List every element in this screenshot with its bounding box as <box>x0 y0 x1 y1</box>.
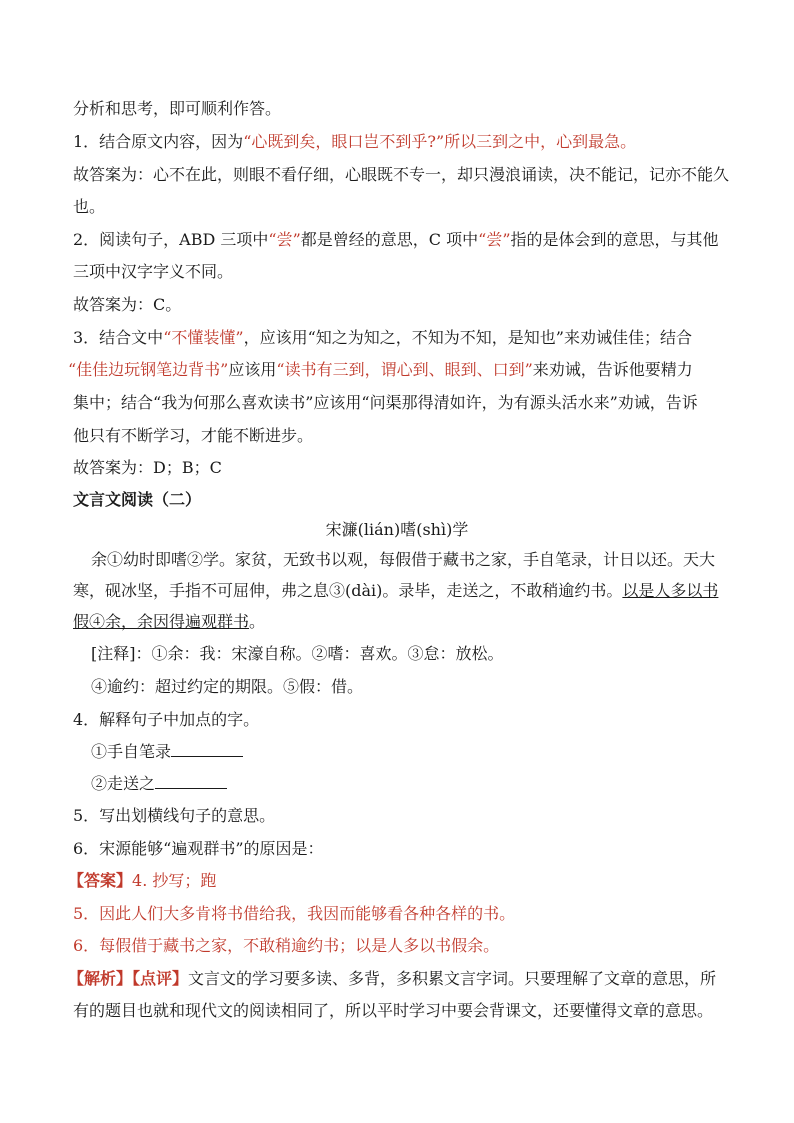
text-line: 故答案为：D；B；C <box>73 458 222 477</box>
answer-blank[interactable] <box>155 772 227 789</box>
question-4: 4．解释句子中加点的字。 <box>73 710 260 729</box>
answer-block: 【答案】4. 抄写；跑 <box>68 871 217 890</box>
passage-title: 宋濂(lián)嗜(shì)学 <box>325 520 469 539</box>
text-line: 三项中汉字字义不同。 <box>73 262 234 281</box>
text-line: 也。 <box>73 197 106 216</box>
answer-2-line: 2．阅读句子，ABD 三项中“尝”都是曾经的意思，C 项中“尝”指的是体会到的意思，与其他 <box>73 230 719 249</box>
text-line: “佳佳边玩钢笔边背书”应该用“读书有三到，谓心到、眼到、口到”来劝诫，告诉他要精力 <box>68 360 693 379</box>
passage-line: 寒，砚冰坚，手指不可屈伸，弗之息③(dài)。录毕，走送之，不敢稍逾约书。以是人多以书 <box>73 581 719 600</box>
analysis-line: 【解析】【点评】文言文的学习要多读、多背，多积累文言字词。只要理解了文章的意思，所 <box>68 969 717 988</box>
question-4a: ①手自笔录 <box>91 740 741 763</box>
text-line: 故答案为：心不在此，则眼不看仔细，心眼既不专一，却只漫浪诵读，决不能记，记亦不能久 <box>73 165 730 184</box>
question-5: 5．写出划横线句子的意思。 <box>73 806 276 825</box>
section-heading: 文言文阅读（二） <box>73 490 202 509</box>
answer-line: 6．每假借于藏书之家，不敢稍逾约书；以是人多以书假余。 <box>73 936 500 955</box>
text-line: 分析和思考，即可顺利作答。 <box>73 99 282 118</box>
text-line: 故答案为：C。 <box>73 295 182 314</box>
answer-line: 5．因此人们大多肯将书借给我，我因而能够看各种各样的书。 <box>73 904 516 923</box>
answer-3-line: 3．结合文中“不懂装懂”，应该用“知之为知之，不知为不知，是知也”来劝诫佳佳；结合 <box>73 328 692 347</box>
answer-1-line: 1．结合原文内容，因为“心既到矣，眼口岂不到乎?”所以三到之中，心到最急。 <box>73 132 637 151</box>
note-line: ④逾约：超过约定的期限。⑤假：借。 <box>91 677 364 696</box>
question-6: 6．宋源能够“遍观群书”的原因是： <box>73 839 324 858</box>
note-line: [注释]：①余：我：宋濠自称。②嗜：喜欢。③怠：放松。 <box>91 644 504 663</box>
text-line: 集中；结合“我为何那么喜欢读书”应该用“问渠那得清如许，为有源头活水来”劝诫，告诉 <box>73 393 698 412</box>
analysis-line: 有的题目也就和现代文的阅读相同了，所以平时学习中要会背课文，还要懂得文章的意思。 <box>73 1001 714 1020</box>
passage-line: 余①幼时即嗜②学。家贫，无致书以观，每假借于藏书之家，手自笔录，计日以还。天大 <box>91 550 716 569</box>
question-4b: ②走送之 <box>91 772 741 795</box>
text-line: 他只有不断学习，才能不断进步。 <box>73 426 314 445</box>
passage-line: 假④余，余因得遍观群书。 <box>73 612 266 631</box>
answer-blank[interactable] <box>171 740 243 757</box>
